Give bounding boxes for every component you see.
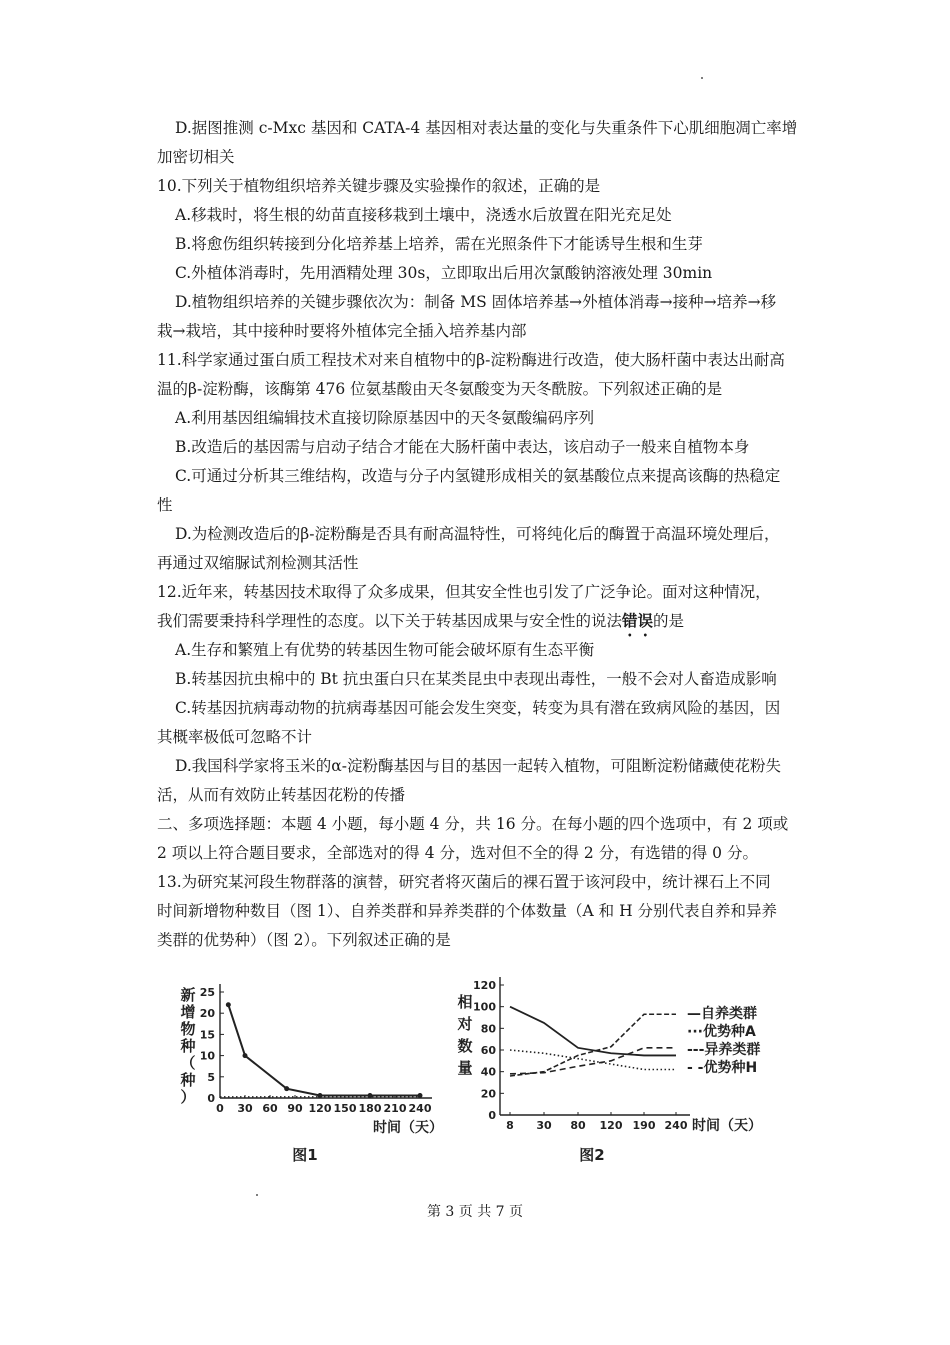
data-point bbox=[418, 1093, 423, 1098]
y-tick-label: 10 bbox=[199, 1049, 215, 1063]
q12-stem-text: 我们需要秉持科学理性的态度。以下关于转基因成果与安全性的说法 bbox=[157, 612, 623, 630]
q10-option-d-line2: 栽→栽培，其中接种时要将外植体完全插入培养基内部 bbox=[157, 322, 527, 340]
q10-option-a: A.移栽时，将生根的幼苗直接移栽到土壤中，浇透水后放置在阳光充足处 bbox=[175, 206, 672, 224]
y-tick-label: 0 bbox=[207, 1092, 215, 1105]
q10-option-b: B.将愈伤组织转接到分化培养基上培养，需在光照条件下才能诱导生根和生芽 bbox=[175, 235, 703, 253]
q12-stem-end: 的是 bbox=[653, 612, 685, 630]
q11-option-b: B.改造后的基因需与启动子结合才能在大肠杆菌中表达，该启动子一般来自植物本身 bbox=[175, 438, 750, 456]
x-axis-label: 时间（天） bbox=[373, 1120, 443, 1136]
q11-option-d-line1: D.为检测改造后的β-淀粉酶是否具有耐高温特性，可将纯化后的酶置于高温环境处理后， bbox=[175, 525, 780, 543]
y-tick-label: 5 bbox=[207, 1070, 215, 1084]
q12-option-b: B.转基因抗虫棉中的 Bt 抗虫蛋白只在某类昆虫中表现出毒性，一般不会对人畜造成影响 bbox=[175, 670, 777, 688]
data-point bbox=[284, 1086, 289, 1091]
scan-speck bbox=[701, 77, 703, 79]
y-axis-label-char: 种 bbox=[180, 1071, 196, 1089]
q12-option-c-line2: 其概率极低可忽略不计 bbox=[157, 728, 313, 746]
section2-heading-line2: 2 项以上符合题目要求，全部选对的得 4 分，选对但不全的得 2 分，有选错的得 0 分。 bbox=[157, 844, 758, 862]
chart-title: 图2 bbox=[579, 1146, 605, 1164]
y-axis-label-char: 种 bbox=[180, 1037, 196, 1055]
q11-stem-line1: 11.科学家通过蛋白质工程技术对来自植物中的β-淀粉酶进行改造，使大肠杆菌中表达出耐高 bbox=[157, 351, 785, 369]
y-tick-label: 60 bbox=[480, 1044, 496, 1057]
x-tick-label: 240 bbox=[408, 1102, 432, 1115]
y-axis-label-char: 对 bbox=[457, 1015, 473, 1033]
x-tick-label: 120 bbox=[308, 1102, 332, 1115]
legend-entry: ---异养类群 bbox=[687, 1042, 761, 1058]
x-tick-label: 8 bbox=[506, 1119, 514, 1132]
data-point bbox=[243, 1053, 248, 1058]
y-axis-label-char: 新 bbox=[180, 986, 196, 1004]
x-tick-label: 210 bbox=[383, 1102, 407, 1115]
q12-emphasis-word: 错误 bbox=[622, 611, 654, 630]
q11-option-c-line1: C.可通过分析其三维结构，改造与分子内氢键形成相关的氨基酸位点来提高该酶的热稳定 bbox=[175, 467, 781, 485]
q13-stem-line2: 时间新增物种数目（图 1）、自养类群和异养类群的个体数量（A 和 H 分别代表自养和异养 bbox=[157, 902, 778, 920]
x-tick-label: 80 bbox=[570, 1119, 586, 1132]
q12-stem-line1: 12.近年来，转基因技术取得了众多成果，但其安全性也引发了广泛争论。面对这种情况， bbox=[157, 583, 771, 601]
y-axis-label-char: 增 bbox=[180, 1003, 196, 1021]
q9-option-d-line1: D.据图推测 c-Mxc 基因和 CATA-4 基因相对表达量的变化与失重条件下心肌细胞凋亡率增 bbox=[175, 119, 798, 137]
x-tick-label: 150 bbox=[333, 1102, 357, 1115]
scan-speck bbox=[256, 1194, 258, 1196]
x-tick-label: 190 bbox=[632, 1119, 656, 1132]
figure-2-chart bbox=[440, 965, 820, 1170]
q11-option-c-line2: 性 bbox=[157, 496, 173, 514]
q12-stem-line2 bbox=[157, 611, 684, 640]
y-tick-label: 15 bbox=[199, 1028, 215, 1042]
x-tick-label: 30 bbox=[237, 1102, 253, 1115]
x-tick-label: 90 bbox=[287, 1102, 303, 1115]
q13-stem-line1: 13.为研究某河段生物群落的演替，研究者将灭菌后的裸石置于该河段中，统计裸石上不同 bbox=[157, 873, 771, 891]
y-axis-label bbox=[179, 986, 195, 1106]
y-axis-label-char: 相 bbox=[457, 993, 473, 1011]
y-tick-label: 0 bbox=[488, 1109, 496, 1122]
q13-stem-line3: 类群的优势种）（图 2）。下列叙述正确的是 bbox=[157, 931, 451, 949]
legend-entry: ···优势种A bbox=[687, 1024, 756, 1040]
x-tick-label: 180 bbox=[358, 1102, 382, 1115]
y-axis-label-char: 数 bbox=[457, 1037, 473, 1055]
q12-option-d-line2: 活，从而有效防止转基因花粉的传播 bbox=[157, 786, 406, 804]
y-axis-label bbox=[456, 993, 472, 1077]
figure-1-chart bbox=[170, 970, 473, 1170]
y-axis-label-char: （ bbox=[180, 1054, 196, 1072]
q11-option-a: A.利用基因组编辑技术直接切除原基因中的天冬氨酸编码序列 bbox=[175, 409, 595, 427]
q10-option-d-line1: D.植物组织培养的关键步骤依次为：制备 MS 固体培养基→外植体消毒→接种→培养→移 bbox=[175, 293, 777, 311]
series-line-新增物种数 bbox=[228, 1005, 420, 1096]
x-tick-label: 240 bbox=[664, 1119, 688, 1132]
section2-heading-line1: 二、多项选择题：本题 4 小题，每小题 4 分，共 16 分。在每小题的四个选项中，有 2 项或 bbox=[157, 815, 789, 833]
x-tick-label: 30 bbox=[536, 1119, 552, 1132]
y-axis-label-char: 量 bbox=[457, 1059, 473, 1077]
legend-entry: —自养类群 bbox=[687, 1006, 757, 1022]
y-tick-label: 20 bbox=[480, 1087, 496, 1101]
q10-stem: 10.下列关于植物组织培养关键步骤及实验操作的叙述，正确的是 bbox=[157, 177, 601, 195]
q12-option-d-line1: D.我国科学家将玉米的α-淀粉酶基因与目的基因一起转入植物，可阻断淀粉储藏使花粉失 bbox=[175, 757, 782, 775]
y-tick-label: 120 bbox=[473, 979, 496, 992]
data-point bbox=[226, 1002, 231, 1007]
x-tick-label: 0 bbox=[216, 1102, 224, 1115]
q9-option-d-line2: 加密切相关 bbox=[157, 148, 235, 166]
q11-option-d-line2: 再通过双缩脲试剂检测其活性 bbox=[157, 554, 359, 572]
y-tick-label: 100 bbox=[473, 1000, 496, 1014]
x-tick-label: 120 bbox=[599, 1119, 623, 1132]
series-line-异养类群 bbox=[510, 1014, 676, 1076]
x-axis-label: 时间（天） bbox=[692, 1118, 762, 1134]
page-footer: 第 3 页 共 7 页 bbox=[426, 1204, 524, 1220]
legend-entry: - -优势种H bbox=[687, 1060, 758, 1076]
q11-stem-line2: 温的β-淀粉酶，该酶第 476 位氨基酸由天冬氨酸变为天冬酰胺。下列叙述正确的是 bbox=[157, 380, 723, 398]
y-tick-label: 20 bbox=[199, 1007, 215, 1021]
y-tick-label: 40 bbox=[480, 1065, 496, 1079]
y-axis-label-char: 物 bbox=[180, 1020, 196, 1038]
y-tick-label: 80 bbox=[480, 1022, 496, 1036]
q10-option-c: C.外植体消毒时，先用酒精处理 30s，立即取出后用次氯酸钠溶液处理 30min bbox=[175, 264, 713, 282]
series-line-优势种A bbox=[510, 1050, 676, 1070]
chart-title: 图1 bbox=[292, 1146, 318, 1164]
q12-option-c-line1: C.转基因抗病毒动物的抗病毒基因可能会发生突变，转变为具有潜在致病风险的基因，因 bbox=[175, 699, 781, 717]
y-tick-label: 25 bbox=[199, 986, 215, 999]
y-axis-label-char: ） bbox=[180, 1088, 196, 1106]
x-tick-label: 60 bbox=[262, 1102, 278, 1115]
q12-option-a: A.生存和繁殖上有优势的转基因生物可能会破坏原有生态平衡 bbox=[175, 641, 595, 659]
